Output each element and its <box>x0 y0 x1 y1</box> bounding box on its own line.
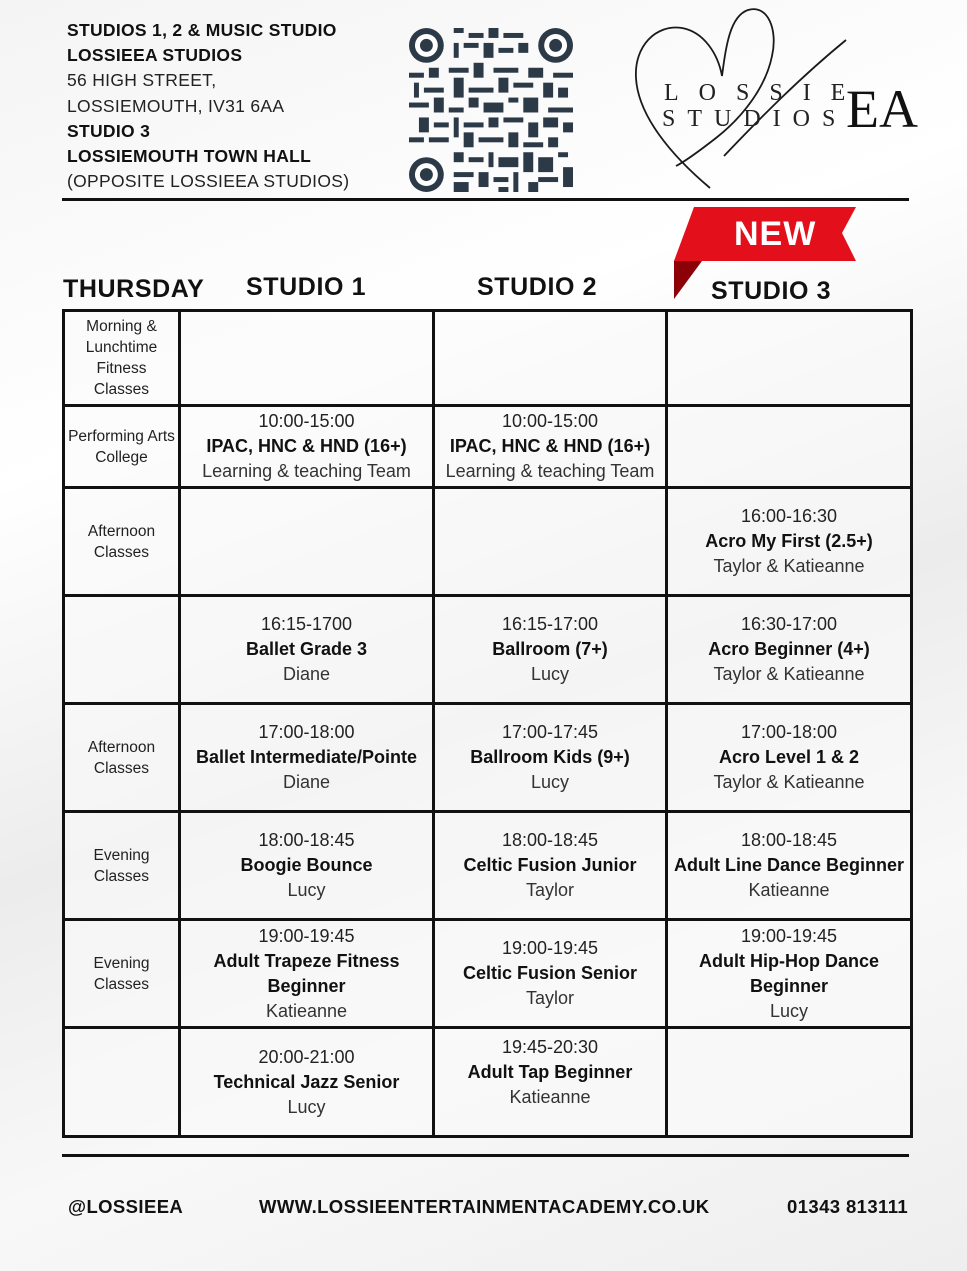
empty-cell <box>180 488 434 596</box>
table-row <box>64 920 912 1028</box>
address-line: STUDIO 3 <box>67 120 151 141</box>
table-row <box>64 596 912 704</box>
address-line: LOSSIEMOUTH, IV31 6AA <box>67 95 285 116</box>
class-teacher: Lucy <box>530 664 570 684</box>
class-cell <box>434 920 667 1028</box>
class-cell <box>434 812 667 920</box>
address-line: LOSSIEEA STUDIOS <box>67 45 243 66</box>
studio1-heading: STUDIO 1 <box>246 273 367 301</box>
phone-number[interactable]: 01343 813111 <box>787 1196 909 1217</box>
class-time: 17:00-18:00 <box>258 722 355 742</box>
row-label: Evening Classes <box>64 812 180 920</box>
class-cell <box>667 812 912 920</box>
day-heading: THURSDAY <box>63 275 205 303</box>
class-name: Technical Jazz Senior <box>213 1071 400 1092</box>
class-teacher: Katieanne <box>509 1087 591 1107</box>
class-time: 16:15-1700 <box>260 614 353 634</box>
class-name: Ballroom (7+) <box>492 639 608 659</box>
class-teacher: Taylor <box>525 880 574 900</box>
row-label <box>64 1028 180 1137</box>
class-name: Adult Line Dance Beginner <box>673 855 905 875</box>
class-name: Celtic Fusion Senior <box>462 963 638 983</box>
logo-text-suffix: EA <box>846 79 918 139</box>
class-time: 16:00-16:30 <box>740 506 838 526</box>
row-label <box>64 596 180 704</box>
class-time: 19:00-19:45 <box>258 925 355 946</box>
row-label: Evening Classes <box>64 920 180 1028</box>
class-teacher: Katieanne <box>748 880 830 900</box>
class-cell <box>434 406 667 488</box>
qr-code-icon[interactable] <box>408 28 574 192</box>
class-name: Adult Trapeze Fitness Beginner <box>213 950 400 996</box>
address-block <box>67 18 349 194</box>
class-teacher: Lucy <box>769 1000 809 1021</box>
class-time: 16:30-17:00 <box>740 614 838 634</box>
address-line: LOSSIEMOUTH TOWN HALL <box>67 146 312 167</box>
class-cell <box>180 596 434 704</box>
class-time: 19:45-20:30 <box>501 1037 599 1057</box>
empty-cell <box>667 1028 912 1137</box>
class-name: Adult Tap Beginner <box>467 1062 633 1082</box>
row-label: Afternoon Classes <box>64 488 180 596</box>
class-teacher: Taylor & Katieanne <box>713 664 865 684</box>
class-teacher: Lucy <box>287 1096 326 1117</box>
class-time: 19:00-19:45 <box>740 925 838 946</box>
header-divider <box>62 198 909 201</box>
class-cell <box>434 1028 667 1137</box>
class-teacher: Taylor <box>525 988 574 1008</box>
empty-cell <box>180 311 434 406</box>
class-time: 16:15-17:00 <box>501 614 599 634</box>
table-row <box>64 704 912 812</box>
table-row <box>64 812 912 920</box>
class-cell <box>180 920 434 1028</box>
class-time: 10:00-15:00 <box>258 411 355 431</box>
class-teacher: Katieanne <box>265 1000 348 1021</box>
address-line: STUDIOS 1, 2 & MUSIC STUDIO <box>67 20 337 40</box>
class-teacher: Lucy <box>530 772 570 792</box>
class-name: Ballet Grade 3 <box>245 639 368 659</box>
class-cell <box>180 406 434 488</box>
class-cell <box>667 596 912 704</box>
empty-cell <box>434 488 667 596</box>
class-teacher: Taylor & Katieanne <box>713 772 865 792</box>
class-cell <box>667 704 912 812</box>
class-teacher: Lucy <box>287 880 326 900</box>
class-name: Celtic Fusion Junior <box>463 855 637 875</box>
address-line: 56 HIGH STREET, <box>67 70 217 91</box>
logo-text-bottom: STUDIOS <box>662 106 848 132</box>
row-label: Afternoon Classes <box>64 704 180 812</box>
table-row <box>64 406 912 488</box>
class-name: Boogie Bounce <box>240 855 373 875</box>
class-name: Acro My First (2.5+) <box>705 531 873 551</box>
table-row <box>64 488 912 596</box>
lossieea-studios-logo <box>632 6 922 192</box>
row-label: Morning & Lunchtime Fitness Classes <box>64 311 180 406</box>
class-time: 18:00-18:45 <box>501 830 599 850</box>
footer-divider <box>62 1154 909 1157</box>
class-time: 10:00-15:00 <box>501 411 599 431</box>
class-name: Acro Level 1 & 2 <box>718 747 860 767</box>
class-name: Adult Hip-Hop Dance Beginner <box>699 950 879 996</box>
address-line: (OPPOSITE LOSSIEEA STUDIOS) <box>67 171 350 192</box>
logo-text-top: LOSSIE <box>664 80 866 106</box>
class-name: IPAC, HNC & HND (16+) <box>206 436 407 456</box>
social-handle[interactable]: @LOSSIEEA <box>68 1196 184 1217</box>
studio2-heading: STUDIO 2 <box>477 273 598 301</box>
class-teacher: Taylor & Katieanne <box>713 556 865 576</box>
class-cell <box>180 1028 434 1137</box>
empty-cell <box>667 311 912 406</box>
class-teacher: Learning & teaching Team <box>202 461 411 481</box>
class-name: Acro Beginner (4+) <box>708 639 870 659</box>
class-name: IPAC, HNC & HND (16+) <box>449 436 651 456</box>
class-teacher: Diane <box>282 664 331 684</box>
class-cell <box>180 812 434 920</box>
table-row <box>64 1028 912 1137</box>
class-cell <box>667 920 912 1028</box>
class-cell <box>434 596 667 704</box>
new-label: NEW <box>734 215 817 253</box>
class-time: 18:00-18:45 <box>258 830 355 850</box>
class-teacher: Learning & teaching Team <box>445 461 655 481</box>
class-cell <box>667 488 912 596</box>
class-time: 18:00-18:45 <box>740 830 838 850</box>
row-label: Performing Arts College <box>64 406 180 488</box>
class-cell <box>434 704 667 812</box>
website-link[interactable]: WWW.LOSSIEENTERTAINMENTACADEMY.CO.UK <box>259 1196 710 1217</box>
table-row <box>64 311 912 406</box>
studio3-heading: STUDIO 3 <box>711 277 832 305</box>
class-teacher: Diane <box>282 772 331 792</box>
timetable <box>62 309 913 1138</box>
empty-cell <box>434 311 667 406</box>
class-time: 20:00-21:00 <box>258 1046 355 1067</box>
class-time: 19:00-19:45 <box>501 938 599 958</box>
empty-cell <box>667 406 912 488</box>
class-time: 17:00-18:00 <box>740 722 838 742</box>
class-name: Ballet Intermediate/Pointe <box>195 747 418 767</box>
class-cell <box>180 704 434 812</box>
class-name: Ballroom Kids (9+) <box>470 747 630 767</box>
class-time: 17:00-17:45 <box>501 722 599 742</box>
